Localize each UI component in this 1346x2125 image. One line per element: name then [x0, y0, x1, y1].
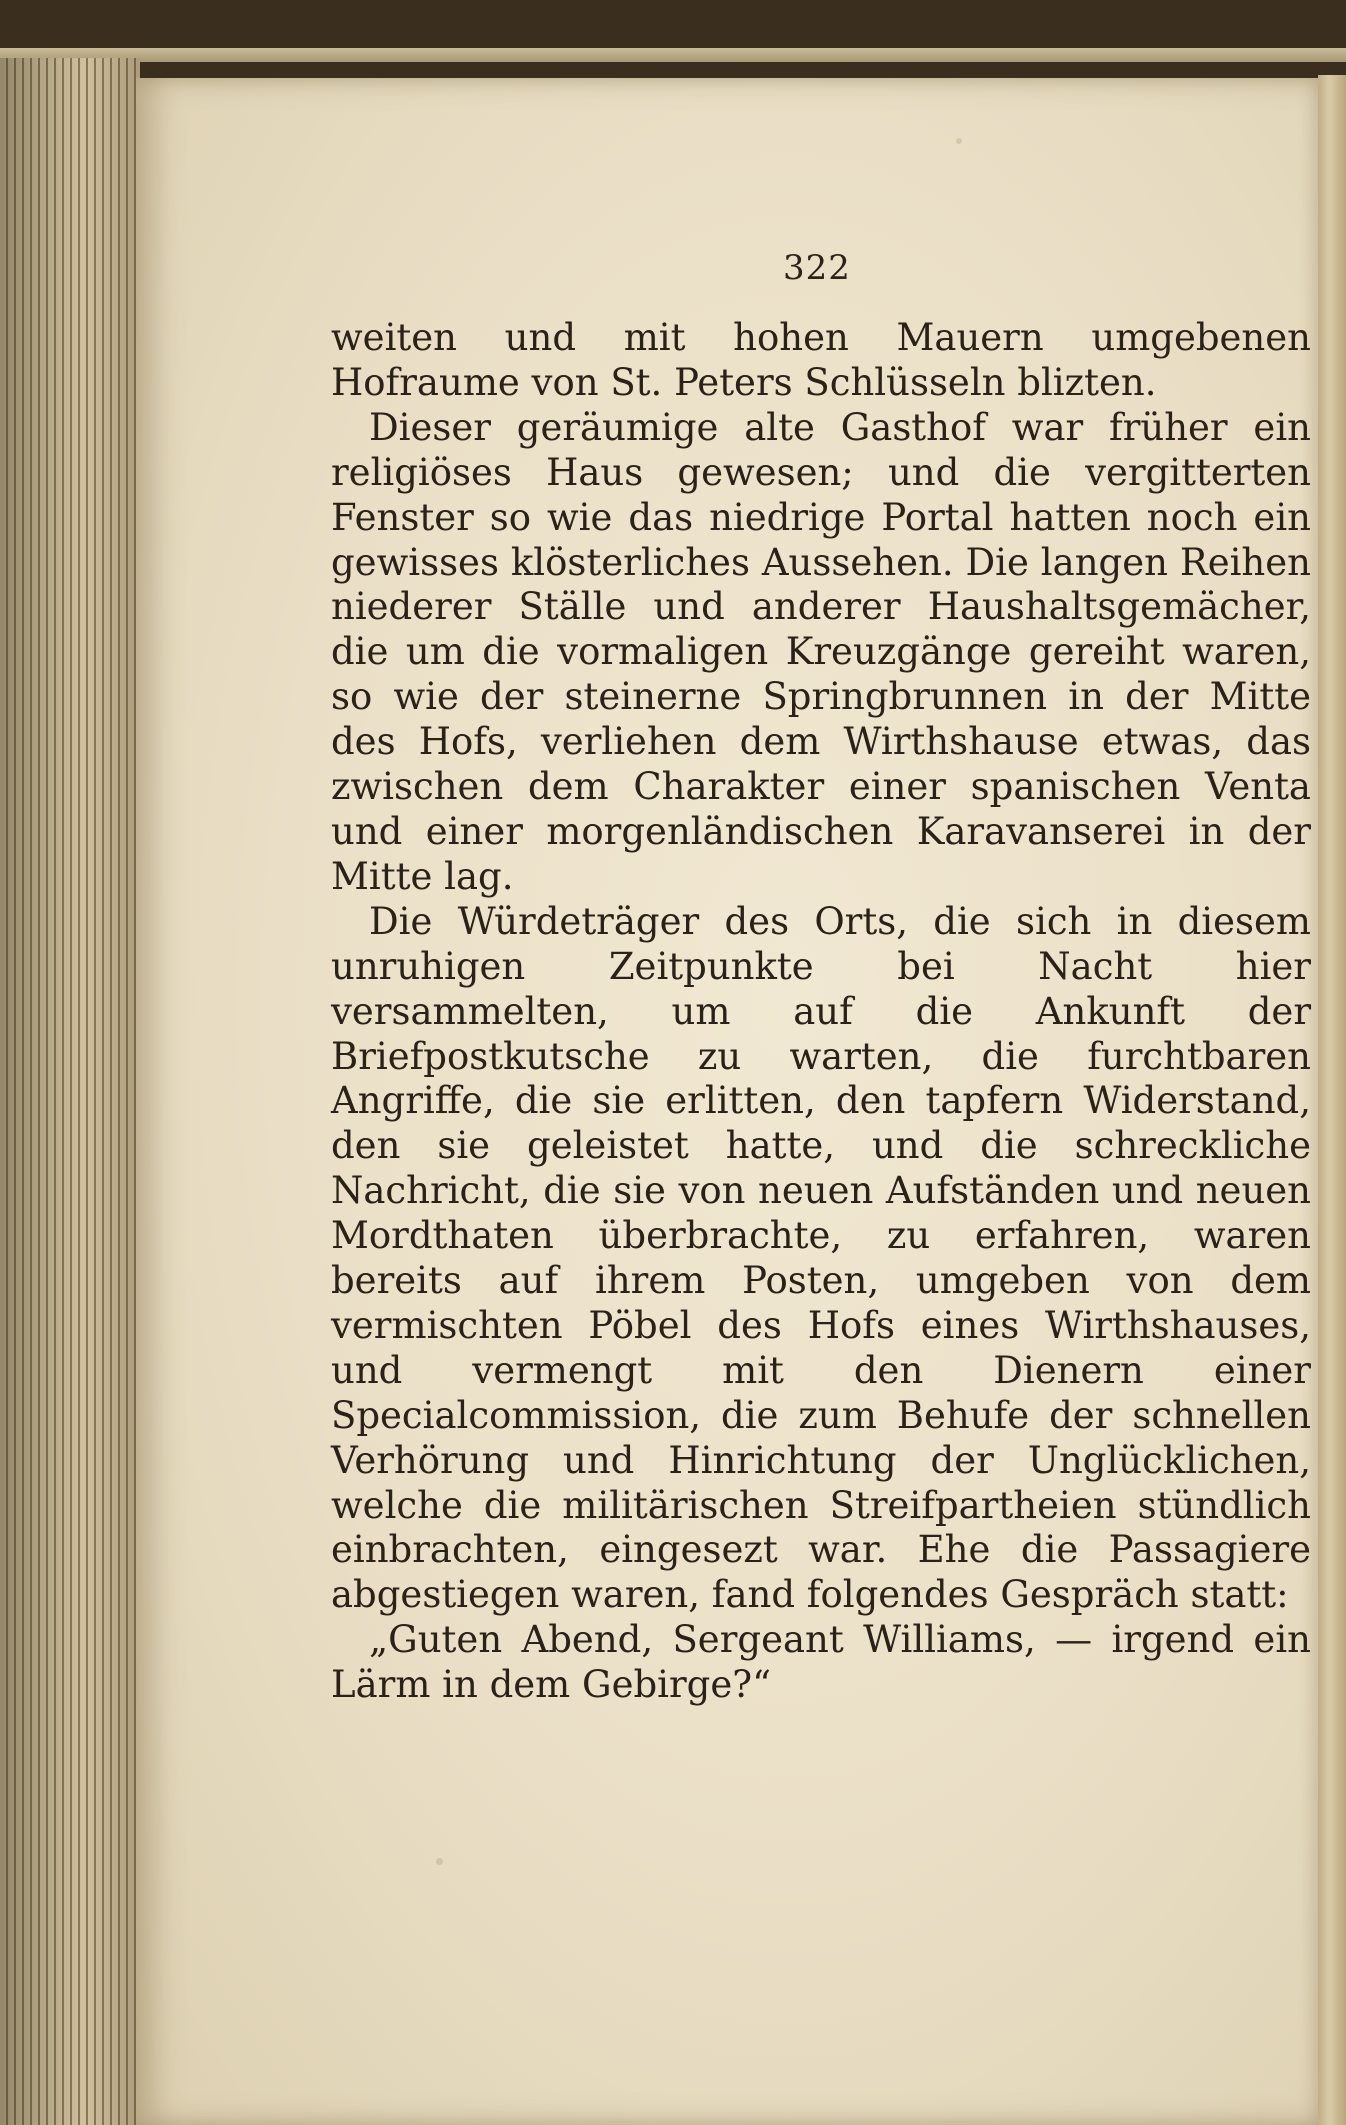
book-top-edge [0, 48, 1346, 62]
paragraph: Die Würdeträger des Orts, die sich in diesem unruhigen Zeitpunkte bei Nacht hier versammelten, um auf die Ankunft der Briefpostkutsche zu warten, die furchtbaren Angriffe, die sie erlitten, den tapfern Widerstand, den sie geleistet hatte, und die schreckliche Nachricht, die sie von neuen Aufständen und neuen Mordthaten überbrachte, zu erfahren, waren bereits auf ihrem Posten, umgeben von dem vermischten Pöbel des Hofs eines Wirthshauses, und vermengt mit den Dienern einer Specialcommission, die zum Behufe der schnellen Verhörung und Hinrichtung der Unglücklichen, welche die militärischen Streifpartheien stündlich einbrachten, eingesezt war. Ehe die Passagiere abgestiegen waren, fand folgendes Gespräch statt: [331, 899, 1311, 1617]
page-number: 322 [783, 248, 851, 288]
paper-spot [956, 138, 962, 144]
paper-spot [436, 1858, 443, 1865]
book-page [136, 78, 1318, 2125]
paragraph: Dieser geräumige alte Gasthof war früher ein religiöses Haus gewesen; und die vergitterten Fenster so wie das niedrige Portal hatten noch ein gewisses klösterliches Aussehen. Die langen Reihen niederer Ställe und anderer Haushaltsgemächer, die um die vormaligen Kreuzgänge gereiht waren, so wie der steinerne Springbrunnen in der Mitte des Hofs, verliehen dem Wirthshause etwas, das zwischen dem Charakter einer spanischen Venta und einer morgenländischen Karavanserei in der Mitte lag. [331, 405, 1311, 898]
page-edge-stack [0, 58, 140, 2125]
body-text [331, 316, 1311, 1708]
paragraph: weiten und mit hohen Mauern umgebenen Hofraume von St. Peters Schlüsseln blizten. [331, 316, 1311, 404]
paragraph: „Guten Abend, Sergeant Williams, — irgend ein Lärm in dem Gebirge?“ [331, 1618, 1311, 1707]
right-page-edge [1318, 75, 1346, 2125]
